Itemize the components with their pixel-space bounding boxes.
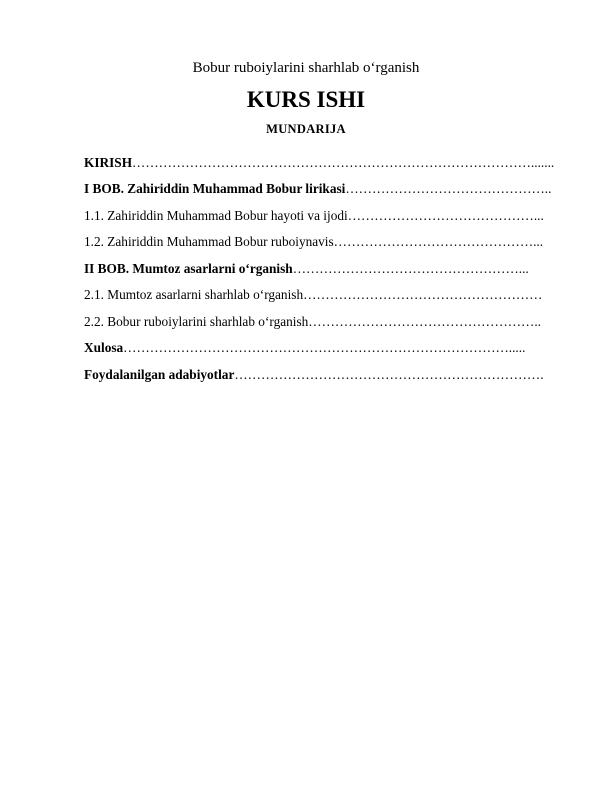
toc-entry-label: KIRISH (84, 154, 133, 170)
toc-dot-leader: …………………………………………….. (308, 313, 541, 329)
toc-dot-leader: ……………………………………... (347, 207, 544, 223)
toc-dot-leader: ……………………………………………………………. (234, 366, 544, 382)
toc-dot-leader: ………………………………………………………………………………....... (132, 154, 555, 170)
toc-entry (84, 225, 544, 252)
toc-entry-label: 1.1. Zahiriddin Muhammad Bobur hayoti va ijodi (84, 207, 348, 223)
toc-dot-leader: ……………………………………………… (303, 287, 543, 302)
toc-dot-leader: ……………………………………………... (292, 260, 529, 276)
toc-entry-label: Xulosa (84, 340, 124, 355)
toc-entry-label: I BOB. Zahiriddin Muhammad Bobur lirikasi (84, 181, 346, 196)
toc-entry-label: II BOB. Mumtoz asarlarni o‘rganish (84, 260, 293, 276)
toc-entry (84, 357, 544, 384)
toc-entry-label: 2.1. Mumtoz asarlarni sharhlab o‘rganish (84, 287, 304, 302)
document-title: KURS ISHI (246, 87, 366, 112)
document-subtitle: Bobur ruboiylarini sharhlab o‘rganish (192, 60, 420, 76)
toc-dot-leader: ……………………………………………………………………………..... (123, 340, 526, 355)
toc-entry (84, 251, 527, 278)
contents-heading: MUNDARIJA (266, 122, 346, 136)
toc-dot-leader: ………………………………………... (333, 234, 544, 249)
toc-entry (84, 145, 555, 172)
toc-entry-label: 1.2. Zahiriddin Muhammad Bobur ruboiynavis (84, 234, 334, 249)
toc-entry (84, 198, 544, 225)
table-of-contents (84, 145, 555, 384)
toc-entry (84, 278, 543, 305)
toc-entry-label: Foydalanilgan adabiyotlar (84, 366, 235, 382)
toc-entry (84, 172, 552, 199)
toc-dot-leader: ……………………………………….. (345, 181, 552, 196)
toc-entry (84, 331, 527, 358)
toc-entry-label: 2.2. Bobur ruboiylarini sharhlab o‘rganish (84, 313, 309, 329)
toc-entry (84, 304, 541, 331)
